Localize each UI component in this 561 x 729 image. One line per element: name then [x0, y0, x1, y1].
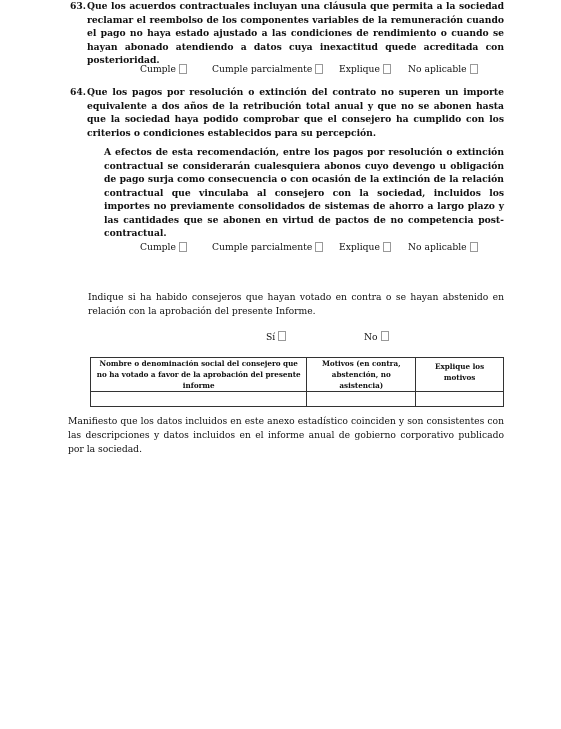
checkbox-icon[interactable] — [381, 331, 389, 341]
yes-option[interactable]: Sí — [266, 331, 286, 343]
option-cumple[interactable]: Cumple — [140, 242, 176, 253]
recommendation-number: 64. — [70, 87, 86, 98]
header-explique: Explique los motivos — [416, 358, 504, 392]
option-no-aplicable[interactable]: No aplicable — [408, 64, 467, 75]
checkbox-icon[interactable] — [470, 242, 478, 252]
table-cell[interactable] — [307, 392, 416, 407]
option-cumple-parcialmente[interactable]: Cumple parcialmente — [212, 242, 312, 253]
closing-statement: Manifiesto que los datos incluidos en este anexo estadístico coinciden y son consistentes con las descripciones y datos incluidos en el informe anual de gobierno corporativo publicado por la sociedad. — [68, 416, 504, 455]
option-no-aplicable[interactable]: No aplicable — [408, 242, 467, 253]
checkbox-icon[interactable] — [470, 64, 478, 74]
checkbox-icon[interactable] — [179, 64, 187, 74]
compliance-options-64 — [140, 242, 500, 256]
header-motivos: Motivos (en contra, abstención, no asistencia) — [307, 358, 416, 392]
recommendation-number: 63. — [70, 1, 86, 12]
checkbox-icon[interactable] — [278, 331, 286, 341]
checkbox-icon[interactable] — [179, 242, 187, 252]
header-consejero: Nombre o denominación social del consejero que no ha votado a favor de la aprobación del presente informe — [91, 358, 307, 392]
compliance-options-63 — [140, 64, 500, 78]
table-row — [91, 392, 504, 407]
table-header-row — [91, 358, 504, 392]
checkbox-icon[interactable] — [383, 64, 391, 74]
no-option[interactable]: No — [364, 331, 389, 343]
table-cell[interactable] — [91, 392, 307, 407]
votes-table — [90, 357, 504, 407]
table-cell[interactable] — [416, 392, 504, 407]
option-cumple[interactable]: Cumple — [140, 64, 176, 75]
recommendation-subtext: A efectos de esta recomendación, entre los pagos por resolución o extinción contractual se considerarán cualesquiera abonos cuyo devengo u obligación de pago surja como consecuencia o con ocasión de la extinción de la relación contractual que vinculaba al consejero con la sociedad, incluidos los importes no previamente consolidados de sistemas de ahorro a largo plazo y las cantidades que se abonen en virtud de pactos de no competencia post-contractual. — [104, 147, 504, 239]
option-explique[interactable]: Explique — [339, 64, 380, 75]
option-cumple-parcialmente[interactable]: Cumple parcialmente — [212, 64, 312, 75]
recommendation-text: Que los pagos por resolución o extinción del contrato no superen un importe equivalente a dos años de la retribución total anual y que no se abonen hasta que la sociedad haya podido comprobar que el consejero ha cumplido con los criterios o condiciones establecidos para su percepción. — [87, 87, 504, 139]
checkbox-icon[interactable] — [315, 64, 323, 74]
votes-question: Indique si ha habido consejeros que hayan votado en contra o se hayan abstenido en relación con la aprobación del presente Informe. — [88, 292, 504, 317]
checkbox-icon[interactable] — [315, 242, 323, 252]
option-explique[interactable]: Explique — [339, 242, 380, 253]
recommendation-63 — [70, 0, 504, 68]
recommendation-text: Que los acuerdos contractuales incluyan una cláusula que permita a la sociedad reclamar el reembolso de los componentes variables de la remuneración cuando el pago no haya estado ajustado a las condiciones de rendimiento o cuando se hayan abonado atendiendo a datos cuya inexactitud quede acreditada con posterioridad. — [87, 1, 504, 66]
recommendation-64 — [70, 86, 504, 241]
checkbox-icon[interactable] — [383, 242, 391, 252]
